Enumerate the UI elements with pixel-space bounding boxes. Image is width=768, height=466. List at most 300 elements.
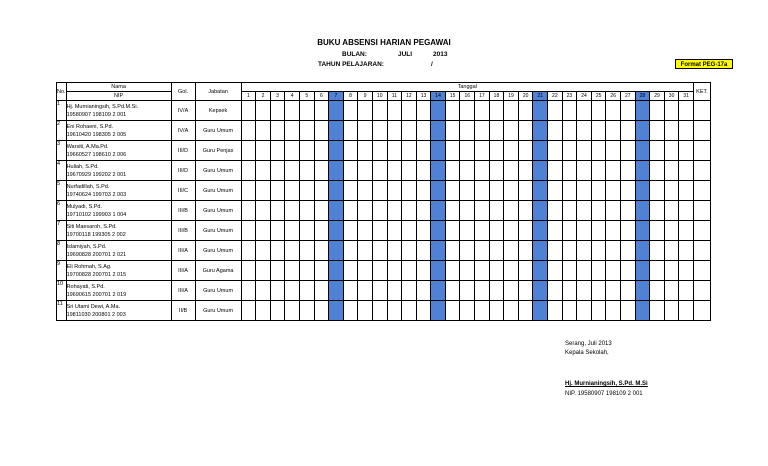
attendance-cell	[606, 301, 621, 321]
attendance-cell	[402, 161, 417, 181]
attendance-cell	[679, 101, 694, 121]
attendance-cell	[343, 161, 358, 181]
day-header: 17	[475, 92, 490, 101]
attendance-cell	[591, 301, 606, 321]
signer-role: Kepala Sekolah,	[565, 350, 609, 356]
attendance-cell	[445, 101, 460, 121]
attendance-cell	[650, 301, 665, 321]
attendance-cell	[548, 141, 563, 161]
attendance-cell	[635, 141, 650, 161]
attendance-cell	[256, 261, 271, 281]
attendance-cell	[577, 221, 592, 241]
attendance-cell	[548, 101, 563, 121]
attendance-cell	[358, 241, 373, 261]
attendance-cell	[577, 101, 592, 121]
employee-name: Islamiyah, S.Pd.	[66, 243, 107, 250]
attendance-cell	[562, 141, 577, 161]
attendance-cell	[591, 221, 606, 241]
jabatan-cell: Guru Umum	[195, 181, 241, 201]
row-number: 11	[57, 301, 67, 321]
table-row	[57, 241, 711, 261]
year-value: 2013	[433, 51, 448, 58]
attendance-cell	[504, 221, 519, 241]
attendance-cell	[431, 241, 446, 261]
attendance-cell	[387, 161, 402, 181]
attendance-cell	[562, 121, 577, 141]
attendance-cell	[577, 201, 592, 221]
day-header: 24	[577, 92, 592, 101]
attendance-cell	[650, 101, 665, 121]
attendance-cell	[664, 181, 679, 201]
attendance-cell	[402, 141, 417, 161]
day-header: 25	[591, 92, 606, 101]
jabatan-cell: Guru Agama	[195, 261, 241, 281]
tahun-pelajaran-label: TAHUN PELAJARAN:	[318, 61, 384, 68]
attendance-cell	[475, 281, 490, 301]
attendance-cell	[431, 221, 446, 241]
attendance-cell	[256, 241, 271, 261]
keterangan-cell	[693, 201, 710, 221]
attendance-cell	[606, 281, 621, 301]
day-header: 22	[548, 92, 563, 101]
attendance-cell	[402, 241, 417, 261]
attendance-cell	[591, 161, 606, 181]
col-header-jabatan: Jabatan	[195, 83, 241, 101]
col-header-nama: Nama	[66, 83, 171, 92]
attendance-cell	[460, 261, 475, 281]
attendance-cell	[314, 221, 329, 241]
golongan-cell: IV/A	[171, 121, 195, 141]
attendance-cell	[372, 261, 387, 281]
attendance-cell	[343, 141, 358, 161]
attendance-cell	[416, 301, 431, 321]
employee-nip: 19580907 198109 2 001	[66, 111, 127, 118]
attendance-cell	[387, 141, 402, 161]
attendance-cell	[635, 181, 650, 201]
attendance-cell	[548, 161, 563, 181]
attendance-cell	[606, 241, 621, 261]
attendance-cell	[475, 201, 490, 221]
day-header: 18	[489, 92, 504, 101]
attendance-cell	[343, 301, 358, 321]
attendance-cell	[664, 101, 679, 121]
attendance-cell	[270, 301, 285, 321]
attendance-cell	[621, 261, 636, 281]
keterangan-cell	[693, 221, 710, 241]
attendance-cell	[402, 301, 417, 321]
attendance-cell	[635, 201, 650, 221]
attendance-cell	[372, 181, 387, 201]
attendance-cell	[606, 121, 621, 141]
attendance-cell	[460, 221, 475, 241]
attendance-cell	[358, 301, 373, 321]
attendance-cell	[518, 101, 533, 121]
table-row	[57, 281, 711, 301]
table-row	[57, 301, 711, 321]
attendance-cell	[679, 161, 694, 181]
attendance-cell	[387, 281, 402, 301]
attendance-cell	[402, 201, 417, 221]
attendance-cell	[372, 241, 387, 261]
day-header: 9	[358, 92, 373, 101]
employee-nip: 19710102 199903 1 004	[66, 211, 127, 218]
attendance-cell	[650, 221, 665, 241]
attendance-cell	[635, 161, 650, 181]
place-date: Serang, Juli 2013	[565, 341, 612, 347]
attendance-cell	[518, 281, 533, 301]
jabatan-cell: Guru Umum	[195, 221, 241, 241]
attendance-cell	[460, 101, 475, 121]
employee-cell	[66, 141, 171, 161]
day-header: 1	[241, 92, 256, 101]
attendance-cell	[270, 141, 285, 161]
attendance-cell	[445, 141, 460, 161]
attendance-cell	[270, 121, 285, 141]
attendance-cell	[460, 121, 475, 141]
employee-cell	[66, 221, 171, 241]
attendance-cell	[533, 201, 548, 221]
employee-nip: 19700118 199305 2 002	[66, 231, 126, 238]
attendance-cell	[460, 281, 475, 301]
attendance-cell	[475, 161, 490, 181]
attendance-cell	[431, 261, 446, 281]
attendance-cell	[299, 101, 314, 121]
row-number: 7	[57, 221, 67, 241]
attendance-cell	[504, 141, 519, 161]
attendance-cell	[504, 161, 519, 181]
attendance-cell	[562, 301, 577, 321]
employee-nip: 19660527 198610 2 006	[66, 151, 127, 158]
table-row	[57, 201, 711, 221]
row-number: 4	[57, 161, 67, 181]
attendance-cell	[256, 141, 271, 161]
attendance-cell	[445, 261, 460, 281]
attendance-cell	[650, 241, 665, 261]
attendance-cell	[635, 121, 650, 141]
attendance-cell	[606, 101, 621, 121]
day-header: 11	[387, 92, 402, 101]
attendance-cell	[621, 201, 636, 221]
keterangan-cell	[693, 281, 710, 301]
row-number: 9	[57, 261, 67, 281]
day-header: 20	[518, 92, 533, 101]
attendance-cell	[562, 281, 577, 301]
row-number: 2	[57, 121, 67, 141]
attendance-cell	[343, 121, 358, 141]
attendance-cell	[504, 181, 519, 201]
attendance-cell	[256, 101, 271, 121]
attendance-cell	[358, 101, 373, 121]
employee-nip: 19700828 200701 2 015	[66, 271, 127, 278]
day-header: 2	[256, 92, 271, 101]
attendance-cell	[387, 301, 402, 321]
attendance-cell	[460, 201, 475, 221]
attendance-cell	[343, 201, 358, 221]
attendance-cell	[241, 241, 256, 261]
attendance-cell	[343, 101, 358, 121]
jabatan-cell: Guru Umum	[195, 281, 241, 301]
attendance-cell	[387, 221, 402, 241]
attendance-cell	[460, 301, 475, 321]
day-header: 16	[460, 92, 475, 101]
attendance-cell	[475, 261, 490, 281]
golongan-cell: III/D	[171, 141, 195, 161]
attendance-cell	[387, 121, 402, 141]
jabatan-cell: Guru Penjas	[195, 141, 241, 161]
attendance-cell	[402, 221, 417, 241]
attendance-table	[56, 82, 711, 321]
employee-name: Huliah, S.Pd.	[66, 163, 99, 170]
attendance-cell	[518, 241, 533, 261]
attendance-cell	[533, 101, 548, 121]
attendance-cell	[299, 161, 314, 181]
attendance-cell	[577, 121, 592, 141]
attendance-cell	[299, 121, 314, 141]
attendance-cell	[635, 301, 650, 321]
attendance-cell	[372, 121, 387, 141]
attendance-cell	[577, 161, 592, 181]
attendance-cell	[562, 261, 577, 281]
attendance-cell	[679, 181, 694, 201]
col-header-ket: KET.	[693, 83, 710, 101]
attendance-cell	[475, 181, 490, 201]
attendance-cell	[270, 101, 285, 121]
table-row	[57, 121, 711, 141]
keterangan-cell	[693, 121, 710, 141]
attendance-cell	[285, 221, 300, 241]
attendance-cell	[445, 201, 460, 221]
attendance-cell	[416, 141, 431, 161]
document-title: BUKU ABSENSI HARIAN PEGAWAI	[317, 38, 451, 47]
day-header: 28	[635, 92, 650, 101]
employee-cell	[66, 201, 171, 221]
attendance-cell	[679, 141, 694, 161]
attendance-cell	[372, 201, 387, 221]
employee-nip: 19690828 200701 2 021	[66, 251, 127, 258]
attendance-cell	[270, 201, 285, 221]
attendance-cell	[416, 261, 431, 281]
attendance-cell	[679, 261, 694, 281]
attendance-cell	[650, 141, 665, 161]
attendance-cell	[504, 281, 519, 301]
attendance-cell	[387, 101, 402, 121]
col-header-nip: NIP	[66, 92, 171, 101]
attendance-cell	[489, 121, 504, 141]
attendance-cell	[591, 201, 606, 221]
attendance-cell	[416, 181, 431, 201]
attendance-cell	[679, 201, 694, 221]
attendance-cell	[548, 221, 563, 241]
attendance-cell	[241, 121, 256, 141]
jabatan-cell: Guru Umum	[195, 241, 241, 261]
attendance-cell	[358, 121, 373, 141]
jabatan-cell: Guru Umum	[195, 161, 241, 181]
keterangan-cell	[693, 301, 710, 321]
row-number: 8	[57, 241, 67, 261]
attendance-cell	[664, 261, 679, 281]
attendance-cell	[533, 141, 548, 161]
attendance-cell	[241, 221, 256, 241]
attendance-cell	[577, 261, 592, 281]
attendance-cell	[533, 221, 548, 241]
golongan-cell: III/A	[171, 281, 195, 301]
attendance-cell	[577, 141, 592, 161]
attendance-cell	[358, 221, 373, 241]
signer-nip: NIP. 19580907 198109 2 001	[565, 391, 643, 397]
employee-name: Warsiti, A.Ma.Pd.	[66, 143, 109, 150]
day-header: 13	[416, 92, 431, 101]
attendance-cell	[460, 141, 475, 161]
attendance-cell	[387, 181, 402, 201]
attendance-cell	[241, 301, 256, 321]
attendance-cell	[460, 241, 475, 261]
day-header: 27	[621, 92, 636, 101]
attendance-cell	[548, 301, 563, 321]
attendance-cell	[664, 141, 679, 161]
attendance-cell	[256, 201, 271, 221]
attendance-cell	[562, 181, 577, 201]
attendance-cell	[562, 161, 577, 181]
attendance-cell	[445, 281, 460, 301]
attendance-cell	[329, 241, 344, 261]
day-header: 21	[533, 92, 548, 101]
attendance-cell	[577, 241, 592, 261]
attendance-cell	[460, 161, 475, 181]
attendance-cell	[548, 261, 563, 281]
attendance-cell	[416, 221, 431, 241]
attendance-cell	[402, 121, 417, 141]
day-header: 4	[285, 92, 300, 101]
attendance-cell	[533, 181, 548, 201]
attendance-cell	[475, 221, 490, 241]
attendance-cell	[299, 261, 314, 281]
golongan-cell: III/C	[171, 181, 195, 201]
attendance-cell	[270, 161, 285, 181]
attendance-cell	[241, 181, 256, 201]
attendance-cell	[402, 281, 417, 301]
attendance-cell	[372, 141, 387, 161]
attendance-cell	[299, 281, 314, 301]
attendance-cell	[650, 181, 665, 201]
employee-cell	[66, 161, 171, 181]
attendance-cell	[431, 201, 446, 221]
employee-name: Siti Maesaroh, S.Pd.	[66, 223, 117, 230]
day-header: 29	[650, 92, 665, 101]
attendance-cell	[518, 201, 533, 221]
attendance-cell	[314, 281, 329, 301]
attendance-cell	[299, 241, 314, 261]
attendance-cell	[591, 141, 606, 161]
attendance-cell	[445, 221, 460, 241]
attendance-cell	[489, 261, 504, 281]
keterangan-cell	[693, 181, 710, 201]
attendance-cell	[416, 201, 431, 221]
attendance-cell	[518, 301, 533, 321]
attendance-cell	[650, 201, 665, 221]
attendance-cell	[270, 241, 285, 261]
attendance-cell	[358, 281, 373, 301]
attendance-cell	[606, 161, 621, 181]
bulan-label: BULAN:	[342, 51, 367, 58]
attendance-cell	[664, 161, 679, 181]
attendance-cell	[650, 261, 665, 281]
employee-nip: 19811030 200801 2 003	[66, 311, 126, 318]
golongan-cell: III/A	[171, 241, 195, 261]
attendance-cell	[285, 181, 300, 201]
attendance-cell	[650, 121, 665, 141]
table-row	[57, 221, 711, 241]
day-header: 5	[299, 92, 314, 101]
attendance-cell	[562, 201, 577, 221]
col-header-gol: Gol.	[171, 83, 195, 101]
attendance-cell	[475, 301, 490, 321]
attendance-cell	[562, 241, 577, 261]
table-row	[57, 261, 711, 281]
attendance-cell	[372, 101, 387, 121]
attendance-cell	[621, 121, 636, 141]
attendance-cell	[518, 181, 533, 201]
jabatan-cell: Guru Umum	[195, 201, 241, 221]
jabatan-cell: Guru Umum	[195, 121, 241, 141]
attendance-cell	[358, 261, 373, 281]
attendance-cell	[241, 101, 256, 121]
table-row	[57, 101, 711, 121]
attendance-cell	[504, 301, 519, 321]
table-row	[57, 161, 711, 181]
employee-name: Eni Rohaeni, S.Pd.	[66, 123, 114, 130]
day-header: 6	[314, 92, 329, 101]
attendance-cell	[591, 181, 606, 201]
attendance-cell	[635, 261, 650, 281]
tahun-pelajaran-value: /	[431, 61, 433, 68]
keterangan-cell	[693, 241, 710, 261]
attendance-cell	[591, 281, 606, 301]
attendance-cell	[621, 101, 636, 121]
attendance-cell	[431, 101, 446, 121]
attendance-cell	[387, 241, 402, 261]
attendance-cell	[548, 181, 563, 201]
attendance-cell	[416, 241, 431, 261]
attendance-cell	[475, 121, 490, 141]
attendance-cell	[635, 281, 650, 301]
attendance-cell	[504, 121, 519, 141]
attendance-cell	[475, 141, 490, 161]
attendance-cell	[606, 141, 621, 161]
attendance-cell	[635, 221, 650, 241]
attendance-cell	[343, 181, 358, 201]
attendance-cell	[285, 101, 300, 121]
attendance-cell	[343, 241, 358, 261]
attendance-cell	[256, 161, 271, 181]
day-header: 31	[679, 92, 694, 101]
attendance-cell	[577, 281, 592, 301]
attendance-cell	[533, 121, 548, 141]
attendance-cell	[329, 221, 344, 241]
day-header: 12	[402, 92, 417, 101]
jabatan-cell: Kepsek	[195, 101, 241, 121]
employee-name: Hj. Murnianingsih, S.Pd.M.Si.	[66, 103, 139, 110]
attendance-cell	[416, 101, 431, 121]
attendance-cell	[329, 121, 344, 141]
attendance-cell	[285, 141, 300, 161]
attendance-cell	[518, 261, 533, 281]
attendance-cell	[256, 301, 271, 321]
golongan-cell: IV/A	[171, 101, 195, 121]
attendance-cell	[358, 201, 373, 221]
attendance-cell	[372, 281, 387, 301]
attendance-cell	[679, 281, 694, 301]
attendance-cell	[285, 161, 300, 181]
